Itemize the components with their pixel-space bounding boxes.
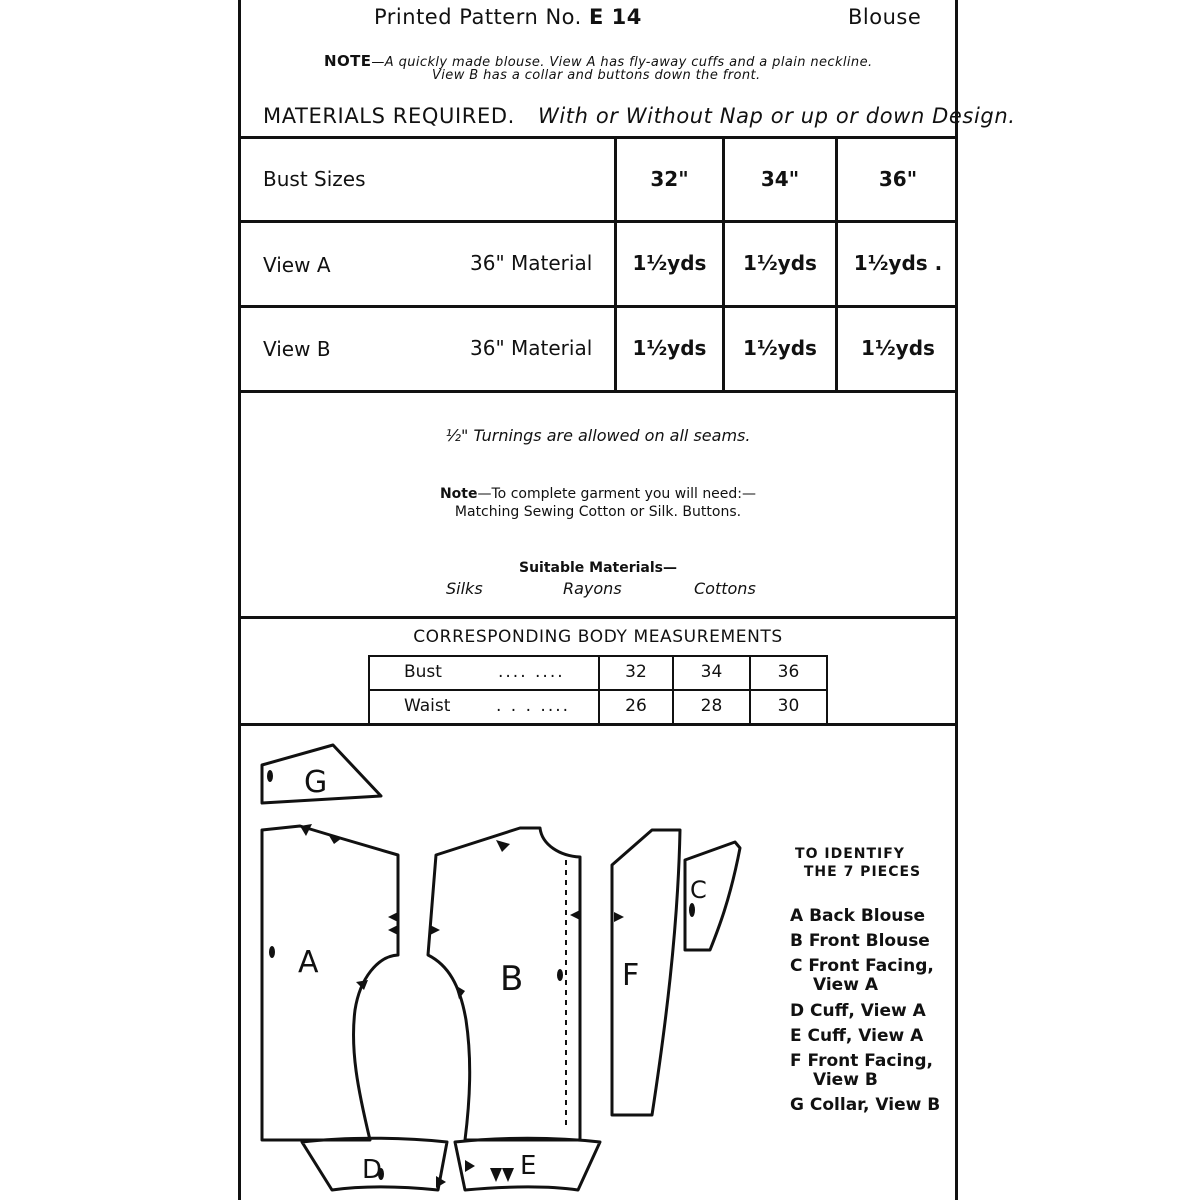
garment-name: Blouse [848,5,922,29]
view-a-amount-34: 1½yds [743,251,817,275]
meas-waist-dots: . . . .... [496,696,571,716]
legend-text-c: Front Facing, [808,956,934,976]
piece-f-letter: F [622,958,640,993]
piece-g-letter: G [304,765,328,800]
meas-bust-32: 32 [625,662,647,682]
meas-bust-label: Bust [404,662,442,682]
legend-item-f [790,1051,933,1071]
size-32: 32" [650,167,689,191]
view-b-amount-32: 1½yds [632,336,707,360]
view-a-label: View A [263,253,331,277]
view-a-amount-36: 1½yds . [853,251,943,275]
note-text-1: —A quickly made blouse. View A has fly-away cuffs and a plain neckline. [371,55,873,70]
meas-waist-32: 26 [625,696,647,716]
legend-item-a [790,906,925,926]
size-34: 34" [760,167,800,191]
legend-letter-a: A [790,906,804,926]
piece-a-letter: A [298,945,319,980]
notch-a-4 [388,925,398,935]
marker-a [269,946,275,958]
notch-e-3 [502,1168,514,1182]
legend-text-g: Collar, View B [809,1095,941,1115]
legend-letter-c: C [790,956,803,976]
legend-text-d: Cuff, View A [810,1001,926,1021]
notch-b-2 [430,925,440,935]
materials-heading: MATERIALS REQUIRED. [263,104,515,128]
suitable-cottons: Cottons [694,579,756,598]
piece-a-outline [262,826,398,1140]
view-b-amount-36: 1½yds [861,336,935,360]
legend-item-c [790,956,934,976]
legend-heading-2: THE 7 PIECES [803,864,922,880]
notch-e-2 [490,1168,502,1182]
marker-b [557,969,563,981]
meas-waist-36: 30 [777,696,800,716]
view-a-amount-32: 1½yds [632,251,707,275]
piece-c-letter: C [690,876,707,904]
note-label: NOTE [324,52,372,70]
materials-subheading: With or Without Nap or up or down Design. [538,104,1016,128]
legend-text-e: Cuff, View A [807,1026,924,1046]
suitable-silks: Silks [446,579,483,598]
legend-letter-g: G [790,1095,804,1115]
legend-text-f-2: View B [813,1070,878,1090]
pattern-number: E 14 [589,5,642,29]
note-line-2: View B has a collar and buttons down the front. [432,68,761,83]
suitable-rayons: Rayons [563,579,622,598]
notch-a-3 [388,912,398,922]
turnings-note: ½" Turnings are allowed on all seams. [445,426,751,445]
piece-b-letter: B [500,959,524,999]
view-b-label: View B [263,337,331,361]
piece-d-letter: D [362,1155,383,1185]
notch-e-1 [465,1160,475,1172]
complete-note-text: —To complete garment you will need:— [477,486,757,502]
bust-sizes-label: Bust Sizes [263,167,366,191]
meas-bust-dots: .... .... [498,662,565,682]
measurements-heading: CORRESPONDING BODY MEASUREMENTS [413,627,783,647]
meas-bust-36: 36 [777,662,800,682]
suitable-materials-label: Suitable Materials— [518,560,678,576]
legend-text-f: Front Facing, [807,1051,934,1071]
legend-item-e [790,1026,923,1046]
legend-text-b: Front Blouse [808,931,930,951]
complete-note-line-2: Matching Sewing Cotton or Silk. Buttons. [454,504,742,520]
view-b-material: 36" Material [470,336,593,360]
notch-b-4 [570,910,580,920]
legend-text-a: Back Blouse [809,906,926,926]
view-b-amount-34: 1½yds [743,336,817,360]
notch-b-1 [496,840,510,852]
complete-note-label: Note [439,486,478,502]
marker-c [689,903,695,917]
legend-item-b [790,931,930,951]
meas-waist-label: Waist [404,696,451,716]
legend-letter-e: E [790,1026,802,1046]
meas-bust-34: 34 [700,662,723,682]
legend-text-c-2: View A [813,975,878,995]
legend-item-d [790,1001,926,1021]
legend-letter-d: D [790,1001,805,1021]
marker-g [267,770,273,782]
view-a-material: 36" Material [470,251,593,275]
notch-f-1 [614,912,624,922]
meas-waist-34: 28 [700,696,723,716]
pattern-prefix: Printed Pattern No. [374,5,582,29]
size-36: 36" [878,167,918,191]
legend-letter-f: F [790,1051,802,1071]
legend-letter-b: B [790,931,803,951]
notch-b-3 [455,985,465,999]
legend-item-g [790,1095,940,1115]
legend-heading-1: TO IDENTIFY [795,846,905,862]
piece-e-letter: E [520,1151,537,1181]
